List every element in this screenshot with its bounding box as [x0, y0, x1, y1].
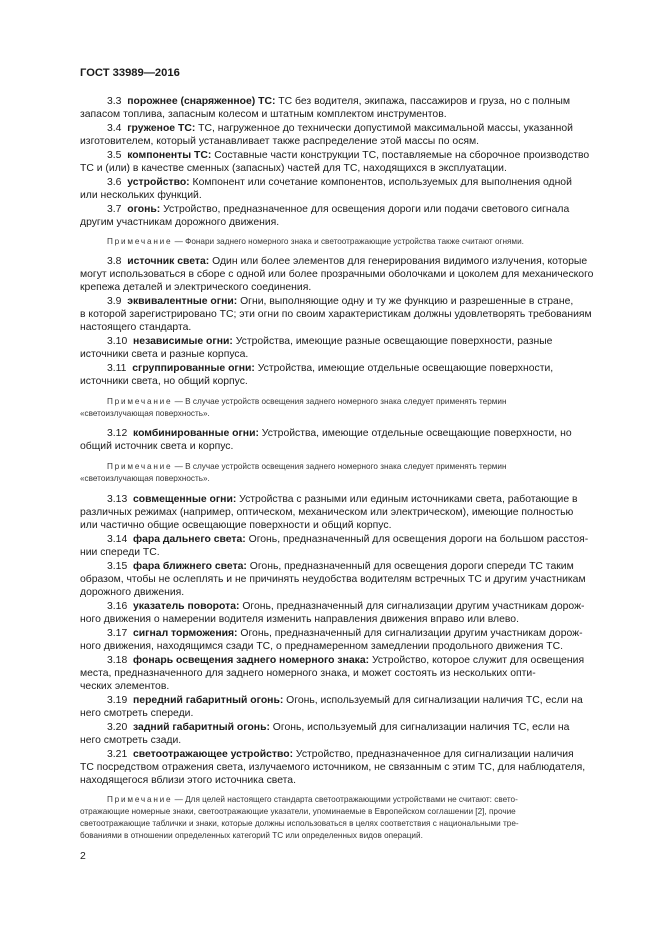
clause-3-7	[107, 205, 569, 215]
clause-text: Огонь, используемый для сигнализации наличия ТС, если на	[269, 722, 570, 733]
clause-continuation: ного движения о намерении водителя изменить направления движения вправо или влево.	[80, 614, 519, 625]
clause-text: Огонь, предназначенный для освещения дороги на большом расстоя-	[245, 534, 589, 545]
note-label: Примечание	[107, 795, 173, 804]
clause-3-20	[107, 723, 569, 733]
clause-term: эквивалентные огни:	[127, 296, 238, 307]
note-continuation: бованиями в отношении определенных категорий ТС или определенных видов операций.	[80, 831, 423, 840]
clause-text: Устройство, предназначенное для освещения дороги или подачи светового сигнала	[160, 204, 570, 215]
clause-continuation: или нескольких функций.	[80, 190, 202, 201]
clause-text: ТС без водителя, экипажа, пассажиров и груза, но с полным	[275, 96, 571, 107]
note-label: Примечание	[107, 237, 173, 246]
page-title: ГОСТ 33989—2016	[80, 67, 180, 79]
clause-3-10	[107, 337, 552, 347]
clause-3-3	[107, 97, 570, 107]
clause-continuation: источники света, но общий корпус.	[80, 376, 248, 387]
note-label: Примечание	[107, 397, 173, 406]
clause-term: источник света:	[127, 256, 210, 267]
clause-text: Составные части конструкции ТС, поставляемые на сборочное производство	[211, 150, 590, 161]
clause-number: 3.19	[107, 695, 128, 706]
clause-text: Устройство, предназначенное для сигнализации наличия	[293, 749, 574, 760]
clause-number: 3.13	[107, 494, 128, 505]
page-number: 2	[80, 851, 86, 862]
clause-term: передний габаритный огонь:	[133, 695, 284, 706]
note-text: — Для целей настоящего стандарта светоотражающими устройствами не считают: свето-	[172, 795, 518, 804]
clause-text: Устройства, имеющие отдельные освещающие поверхности,	[254, 363, 554, 374]
clause-term: порожнее (снаряженное) ТС:	[127, 96, 276, 107]
clause-number: 3.16	[107, 601, 128, 612]
note-label: Примечание	[107, 462, 173, 471]
clause-text: ТС, нагруженное до технически допустимой максимальной массы, указанной	[195, 123, 573, 134]
clause-term: светоотражающее устройство:	[133, 749, 294, 760]
clause-continuation: него смотреть сзади.	[80, 735, 182, 746]
clause-3-4	[107, 124, 573, 134]
clause-3-21	[107, 750, 574, 760]
clause-continuation: источники света и разные корпуса.	[80, 349, 249, 360]
clause-number: 3.10	[107, 336, 128, 347]
clause-number: 3.8	[107, 256, 122, 267]
clause-3-5	[107, 151, 589, 161]
clause-continuation: другим участникам дорожного движения.	[80, 217, 280, 228]
clause-term: груженое ТС:	[127, 123, 196, 134]
clause-continuation: различных режимах (например, оптическом, механическом или электрическом), имеющие полностью	[80, 507, 574, 518]
clause-continuation: ческих элементов.	[80, 681, 170, 692]
clause-continuation: него смотреть спереди.	[80, 708, 194, 719]
clause-term: огонь:	[127, 204, 161, 215]
clause-term: совмещенные огни:	[133, 494, 237, 505]
clause-number: 3.17	[107, 628, 128, 639]
clause-number: 3.11	[107, 363, 127, 374]
clause-term: задний габаритный огонь:	[133, 722, 270, 733]
clause-continuation: общий источник света и корпус.	[80, 441, 234, 452]
clause-number: 3.3	[107, 96, 122, 107]
clause-continuation: находящегося вблизи этого источника света.	[80, 775, 296, 786]
clause-3-16	[107, 602, 584, 612]
note	[107, 238, 524, 246]
clause-number: 3.18	[107, 655, 128, 666]
clause-3-15	[107, 562, 574, 572]
clause-continuation: крепежа деталей и электрического соединения.	[80, 282, 312, 293]
note-continuation: отражающие номерные знаки, светоотражающие указатели, упоминаемые в Европейском соглашении [2], прочие	[80, 807, 516, 816]
clause-continuation: места, предназначенного для заднего номерного знака, и может состоять из нескольких опти-	[80, 668, 536, 679]
clause-3-14	[107, 535, 588, 545]
clause-text: Компонент или сочетание компонентов, используемых для выполнения одной	[189, 177, 572, 188]
clause-text: Устройства, имеющие отдельные освещающие поверхности, но	[258, 428, 572, 439]
clause-term: сгруппированные огни:	[132, 363, 255, 374]
clause-number: 3.6	[107, 177, 122, 188]
clause-number: 3.5	[107, 150, 122, 161]
clause-number: 3.20	[107, 722, 128, 733]
clause-continuation: запасом топлива, запасным колесом и штатным комплектом инструментов.	[80, 109, 447, 120]
clause-continuation: в которой зарегистрировано ТС; эти огни по своим характеристикам должны удовлетворять требованиям	[80, 309, 592, 320]
clause-text: Один или более элементов для генерирования видимого излучения, которые	[209, 256, 588, 267]
clause-3-17	[107, 629, 583, 639]
note-continuation: «светоизлучающая поверхность».	[80, 409, 210, 418]
clause-text: Огни, выполняющие одну и ту же функцию и разрешенные в стране,	[237, 296, 574, 307]
clause-number: 3.4	[107, 123, 122, 134]
clause-text: Огонь, предназначенный для сигнализации другим участникам дорож-	[239, 601, 585, 612]
note-continuation: светоотражающие таблички и знаки, которые должны использоваться в целях соответствия с национальными тре-	[80, 819, 519, 828]
clause-number: 3.14	[107, 534, 128, 545]
clause-continuation: ТС посредством отражения света, излучаемого источником, не связанным с этим ТС, для наблюдателя,	[80, 762, 586, 773]
clause-3-19	[107, 696, 583, 706]
clause-term: независимые огни:	[133, 336, 233, 347]
clause-continuation: ного движения, находящимся сзади ТС, о преднамеренном замедлении продольного движения ТС.	[80, 641, 564, 652]
clause-number: 3.15	[107, 561, 128, 572]
note	[107, 796, 518, 804]
clause-number: 3.9	[107, 296, 122, 307]
clause-continuation: или частично общие освещающие поверхности и общий корпус.	[80, 520, 392, 531]
clause-term: комбинированные огни:	[133, 428, 259, 439]
clause-text: Огонь, используемый для сигнализации наличия ТС, если на	[283, 695, 583, 706]
clause-3-8	[107, 257, 587, 267]
clause-3-6	[107, 178, 572, 188]
clause-number: 3.21	[107, 749, 128, 760]
clause-3-12	[107, 429, 572, 439]
clause-term: устройство:	[127, 177, 190, 188]
clause-text: Устройства, имеющие разные освещающие поверхности, разные	[232, 336, 553, 347]
clause-term: сигнал торможения:	[133, 628, 238, 639]
clause-3-13	[107, 495, 578, 505]
clause-term: фонарь освещения заднего номерного знака:	[133, 655, 370, 666]
clause-continuation: нии спереди ТС.	[80, 547, 160, 558]
clause-continuation: образом, чтобы не ослеплять и не причинять неудобства водителям встречных ТС и другим участникам	[80, 574, 586, 585]
note	[107, 463, 506, 471]
note-text: — В случае устройств освещения заднего номерного знака следует применять термин	[172, 462, 507, 471]
clause-continuation: дорожного движения.	[80, 587, 185, 598]
note-text: — В случае устройств освещения заднего номерного знака следует применять термин	[172, 397, 507, 406]
clause-text: Огонь, предназначенный для сигнализации другим участникам дорож-	[237, 628, 583, 639]
clause-text: Устройства с разными или единым источниками света, работающие в	[236, 494, 578, 505]
clause-number: 3.12	[107, 428, 128, 439]
clause-3-18	[107, 656, 584, 666]
clause-number: 3.7	[107, 204, 122, 215]
note-text: — Фонари заднего номерного знака и светоотражающие устройства также считают огнями.	[172, 237, 524, 246]
clause-term: компоненты ТС:	[127, 150, 212, 161]
clause-text: Огонь, предназначенный для освещения дороги спереди ТС таким	[246, 561, 574, 572]
clause-3-11	[107, 364, 553, 374]
clause-continuation: изготовителем, который устанавливает также распределение этой массы по осям.	[80, 136, 480, 147]
note-continuation: «светоизлучающая поверхность».	[80, 474, 210, 483]
clause-continuation: настоящего стандарта.	[80, 322, 192, 333]
clause-text: Устройство, которое служит для освещения	[369, 655, 585, 666]
clause-continuation: ТС и (или) в качестве сменных (запасных) частей для ТС, находящихся в эксплуатации.	[80, 163, 507, 174]
clause-term: фара дальнего света:	[133, 534, 246, 545]
clause-continuation: могут использоваться в сборе с одной или более прозрачными оболочками и цоколем для механического	[80, 269, 594, 280]
note	[107, 398, 506, 406]
clause-term: фара ближнего света:	[133, 561, 247, 572]
clause-3-9	[107, 297, 573, 307]
clause-term: указатель поворота:	[133, 601, 240, 612]
